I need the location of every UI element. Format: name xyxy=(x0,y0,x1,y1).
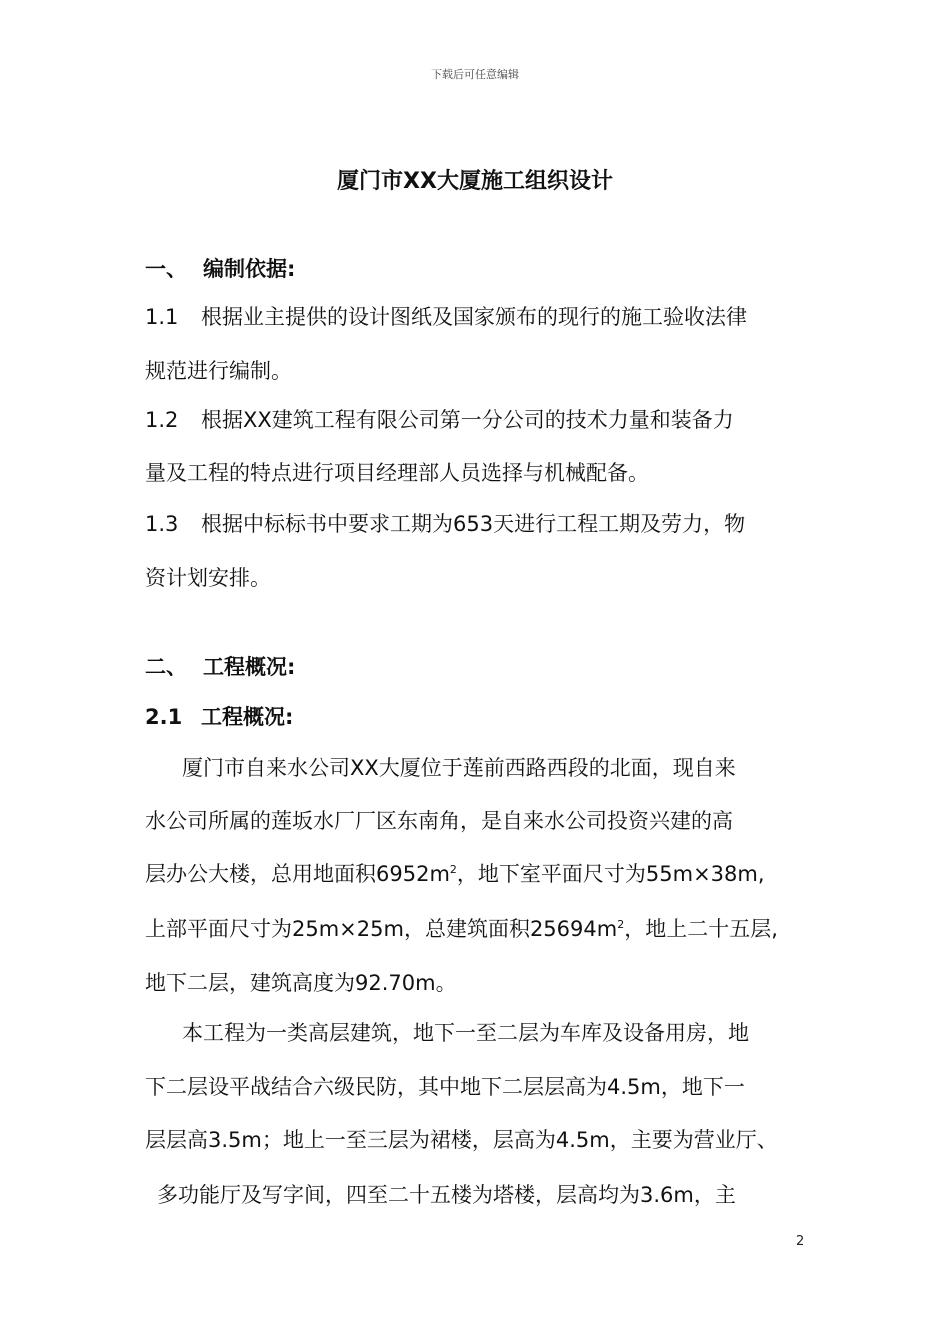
section-2-heading xyxy=(145,652,295,682)
paragraph-1-line-4-start: 上部平面尺寸为25m×25m，总建筑面积25694m xyxy=(145,917,618,941)
item-1-3-number: 1.3 xyxy=(145,512,179,536)
paragraph-1-line-4 xyxy=(145,914,778,944)
item-1-1-line-1 xyxy=(145,302,747,332)
section-1-number: 一、 xyxy=(145,257,187,281)
item-1-3-line-1 xyxy=(145,509,745,539)
item-1-2-line-1 xyxy=(145,405,734,435)
item-1-2-number: 1.2 xyxy=(145,408,179,432)
paragraph-1-line-3 xyxy=(145,859,765,889)
item-1-1-text: 根据业主提供的设计图纸及国家颁布的现行的施工验收法律 xyxy=(201,305,747,329)
paragraph-2-line-2: 下二层设平战结合六级民防，其中地下二层层高为4.5m，地下一 xyxy=(145,1075,745,1099)
section-2-title: 工程概况: xyxy=(203,655,296,679)
paragraph-1-line-4-end: ，地上二十五层, xyxy=(624,917,778,941)
area-superscript: 2 xyxy=(449,863,457,876)
item-1-3-text: 根据中标标书中要求工期为653天进行工程工期及劳力，物 xyxy=(201,512,746,536)
paragraph-1-line-3-start: 层办公大楼，总用地面积6952m xyxy=(145,862,450,886)
paragraph-1-line-3-end: ，地下室平面尺寸为55m×38m, xyxy=(456,862,765,886)
item-1-1-number: 1.1 xyxy=(145,305,179,329)
subsection-2-1-number: 2.1 xyxy=(145,705,183,729)
document-title: 厦门市XX大厦施工组织设计 xyxy=(337,169,613,194)
paragraph-2-line-1: 本工程为一类高层建筑，地下一至二层为车库及设备用房，地 xyxy=(182,1021,749,1045)
item-1-3-line-2: 资计划安排。 xyxy=(145,566,271,590)
paragraph-2-line-3: 层层高3.5m；地上一至三层为裙楼，层高为4.5m，主要为营业厅、 xyxy=(145,1128,778,1152)
page-number: 2 xyxy=(796,1234,805,1249)
section-1-title: 编制依据: xyxy=(203,257,296,281)
paragraph-1-line-5: 地下二层，建筑高度为92.70m。 xyxy=(145,971,457,995)
section-2-number: 二、 xyxy=(145,655,187,679)
paragraph-1-line-2: 水公司所属的莲坂水厂厂区东南角，是自来水公司投资兴建的高 xyxy=(145,809,733,833)
item-1-2-text: 根据XX建筑工程有限公司第一分公司的技术力量和装备力 xyxy=(201,408,734,432)
item-1-1-line-2: 规范进行编制。 xyxy=(145,359,292,383)
paragraph-1-line-1: 厦门市自来水公司XX大厦位于莲前西路西段的北面，现自来 xyxy=(182,756,736,780)
section-1-heading xyxy=(145,254,295,284)
subsection-2-1-heading xyxy=(145,702,293,732)
area-superscript: 2 xyxy=(617,918,625,931)
download-note: 下载后可任意编辑 xyxy=(431,68,519,81)
subsection-2-1-title: 工程概况: xyxy=(201,705,294,729)
item-1-2-line-2: 量及工程的特点进行项目经理部人员选择与机械配备。 xyxy=(145,461,649,485)
paragraph-2-line-4: 多功能厅及写字间，四至二十五楼为塔楼，层高均为3.6m，主 xyxy=(157,1183,736,1207)
